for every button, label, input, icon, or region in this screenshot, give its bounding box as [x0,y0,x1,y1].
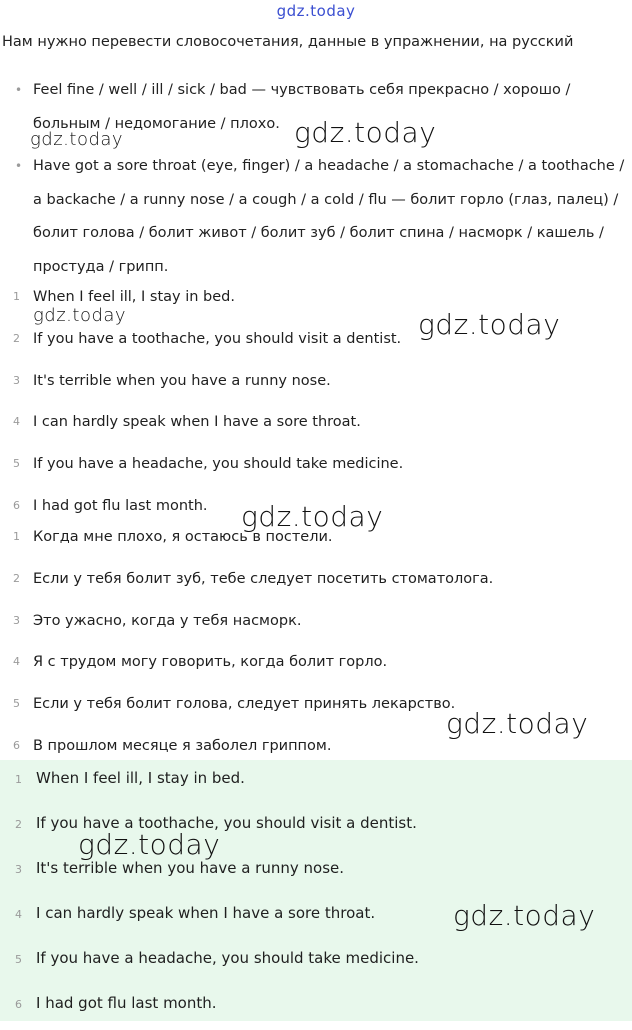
item-number: 2 [13,571,20,585]
item-number: 4 [15,908,22,921]
answer-block [0,760,632,1021]
site-title[interactable]: gdz.today [276,2,356,20]
list-item: • Feel fine / well / ill / sick / bad — чувствовать себя прекрасно / хорошо / больным / недомогание / плохо. [0,74,632,150]
list-item [0,409,632,451]
list-item [0,566,632,608]
item-number: 1 [15,773,22,786]
item-text: I had got flu last month. [36,994,217,1012]
watermark: gdz.today [446,707,589,740]
list-item [0,368,632,410]
item-text: It's terrible when you have a runny nose. [36,859,345,877]
item-number: 2 [13,331,20,345]
intro-text: Нам нужно перевести словосочетания, данные в упражнении, на русский [2,34,574,50]
item-text: If you have a toothache, you should visit a dentist. [36,814,417,832]
watermark: gdz.today [294,116,437,149]
list-item [0,608,632,650]
item-number: 6 [13,498,20,512]
item-text: When I feel ill, I stay in bed. [36,769,245,787]
item-number: 2 [15,818,22,831]
item-number: 1 [13,290,20,303]
item-number: 3 [13,613,20,627]
list-item [0,451,632,493]
list-item [0,985,632,1030]
item-text: I can hardly speak when I have a sore throat. [33,414,361,431]
watermark: gdz.today [33,305,127,326]
item-text: It's terrible when you have a runny nose. [33,372,331,389]
item-number: 5 [13,697,20,711]
vocabulary-list [0,74,632,290]
item-text: I can hardly speak when I have a sore throat. [36,904,376,922]
item-text: Когда мне плохо, я остаюсь в постели. [33,529,333,545]
list-item: • Have got a sore throat (eye, finger) / a headache / a stomachache / a toothache / a backache / a runny nose / a cough / a cold / flu — болит горло (глаз, палец) / болит голова / болит живот / болит зуб / болит спина / насморк / кашель / простуда / грипп. [0,150,632,290]
list-item [0,760,632,805]
item-text: If you have a headache, you should take medicine. [36,949,419,967]
item-number: 5 [13,457,20,471]
item-number: 1 [13,530,20,543]
watermark: gdz.today [241,500,384,533]
item-text: I had got flu last month. [33,497,208,514]
item-number: 3 [15,863,22,876]
item-number: 6 [13,738,20,752]
item-number: 3 [13,373,20,387]
watermark: gdz.today [30,129,124,150]
watermark: gdz.today [78,828,221,861]
list-item [0,940,632,985]
watermark: gdz.today [453,899,596,932]
item-text: В прошлом месяце я заболел гриппом. [33,737,332,754]
item-number: 4 [13,415,20,429]
item-text: If you have a headache, you should take medicine. [33,456,404,473]
list-item [0,649,632,691]
item-text: If you have a toothache, you should visit a dentist. [33,330,402,347]
item-number: 5 [15,953,22,966]
watermark: gdz.today [418,308,561,341]
item-text: Это ужасно, когда у тебя насморк. [33,612,302,629]
item-text: Если у тебя болит зуб, тебе следует посетить стоматолога. [33,570,494,587]
item-number: 6 [15,998,22,1011]
item-text: Я с трудом могу говорить, когда болит горло. [33,654,388,671]
item-number: 4 [13,655,20,669]
item-text: Если у тебя болит голова, следует принять лекарство. [33,696,456,713]
item-text: When I feel ill, I stay in bed. [33,289,235,305]
